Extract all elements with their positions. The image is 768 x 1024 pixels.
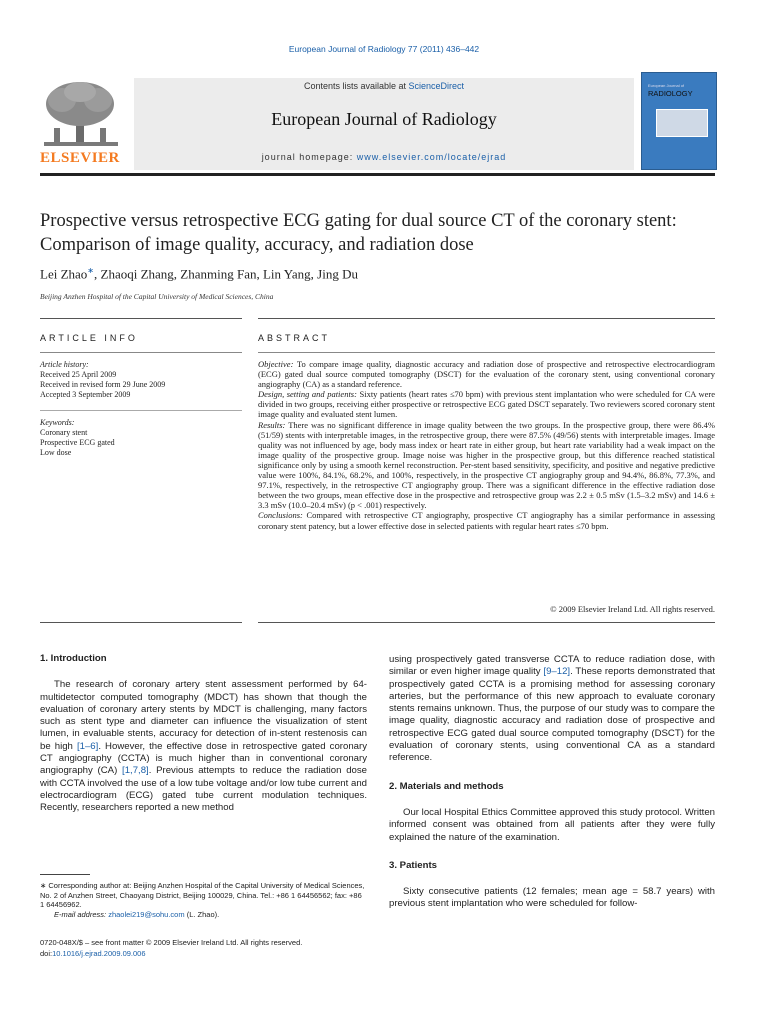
- methods-heading: 2. Materials and methods: [389, 780, 504, 792]
- keywords: [40, 418, 115, 458]
- results-label: Results:: [258, 419, 286, 430]
- keywords-label: Keywords:: [40, 418, 75, 427]
- keyword: Coronary stent: [40, 428, 88, 437]
- patients-paragraph: Sixty consecutive patients (12 females; mean age = 58.7 years) with previous stent implantation who were scheduled for follow-: [389, 886, 715, 910]
- intro-text: . These reports demonstrated that prospectively gated CCTA is a promising method for assessing coronary arteries, but the performance of this new approach to evaluate coronary stents remains unknown. Thus, the purpose of our study was to compare the image quality, diagnostic accuracy and radiation dose of prospective and retrospective ECG gated dual source computed tomography (DSCT) for the evaluation of coronary stents, using conventional CA as a standard reference.: [389, 666, 715, 764]
- left-column: [40, 653, 367, 815]
- journal-cover-image: [641, 72, 717, 170]
- introduction-heading: 1. Introduction: [40, 653, 107, 664]
- history-received: Received 25 April 2009: [40, 370, 117, 379]
- keywords-rule: [40, 410, 242, 411]
- journal-title: European Journal of Radiology: [271, 109, 497, 129]
- publisher-name: ELSEVIER: [40, 150, 120, 166]
- abstract-bottom-rule: [258, 622, 715, 623]
- results-text: There was no significant difference in image quality between the two groups. In the prospective group, there were 86.4% (51/59) stents with interpretable images, in the retrospective group, there were 87.5% (49/56) stents with interpretable images. Image quality was not influenced by age, body mass index or heart rate in either group, but heart rate variability had a weak impact on the image quality of the prospective group. Image noise was higher in the prospective group, but this difference reached statistical significance only by using a smooth kernel reconstruction. Per-stent based sensitivity, specificity, and positive and negative predictive value were 100%, 84.1%, 68.2%, and 100%, respectively, in the prospective CT angiography group and 94.4%, 86.8%, 77.3%, and 97.1%, respectively, in the retrospective CT angiography group. There was a significant difference in the effective radiation dose between the two groups, mean effective dose in the prospective and retrospective group was 2.2 ± 0.5 mSv (1.5–3.2 mSv) and 14.6 ± 3.3 mSv (10.0–20.4 mSv) (p < .001) respectively.: [258, 419, 715, 511]
- elsevier-tree-logo: [40, 80, 122, 150]
- journal-citation[interactable]: European Journal of Radiology 77 (2011) 436–442: [288, 44, 480, 54]
- design-text: Sixty patients (heart rates ≤70 bpm) with previous stent implantation who were scheduled for CA were divided in two groups, receiving either prospective or retrospective ECG gated DSCT separately. Two reviewers scored coronary stent image quality and evaluated stent lumen.: [258, 389, 716, 420]
- cover-figure: [656, 109, 708, 137]
- article-title: Prospective versus retrospective ECG gating for dual source CT of the coronary stent: Comparison of image quality, accuracy, and radiation dose: [40, 211, 677, 255]
- abstract-heading: ABSTRACT: [258, 333, 331, 343]
- intro-text: The research of coronary artery stent assessment performed by 64-multidetector computed tomography (MDCT) has shown that though the evaluation of coronary artery stents by MDCT is challenging, many factors such as stent type and diameter can influence the visualization of stent lumen, in evaluable stents, accuracy for detection of in-stent restenosis can be high: [40, 679, 367, 752]
- abstract-rule: [258, 352, 715, 353]
- homepage-prefix: journal homepage:: [261, 152, 357, 162]
- homepage-link[interactable]: www.elsevier.com/locate/ejrad: [356, 152, 507, 162]
- ref-link[interactable]: [1–6]: [76, 740, 99, 752]
- abstract-text: [258, 359, 715, 531]
- ref-link[interactable]: [9–12]: [543, 666, 571, 678]
- footnote: [40, 881, 367, 919]
- article-history: [40, 360, 165, 400]
- article-history-label: Article history:: [40, 360, 89, 369]
- article-info-heading: ARTICLE INFO: [40, 333, 138, 343]
- cover-title: RADIOLOGY: [648, 89, 693, 98]
- contents-prefix: Contents lists available at: [303, 81, 409, 91]
- corresponding-author-note: ∗ Corresponding author at: Beijing Anzhen Hospital of the Capital University of Medical Sciences, No. 2 of Anzhen Street, Chaoyang District, Beijing 100029, China. Tel.: +86 1 64456562; fax: +86 1 64456962.: [40, 881, 365, 909]
- conclusions-label: Conclusions:: [258, 510, 303, 521]
- front-matter-line: 0720-048X/$ – see front matter © 2009 Elsevier Ireland Ltd. All rights reserved.: [40, 938, 303, 947]
- design-label: Design, setting and patients:: [258, 389, 357, 400]
- email-label: E-mail address:: [54, 909, 109, 919]
- email-suffix: (L. Zhao).: [184, 909, 220, 919]
- first-author: Lei Zhao: [40, 266, 88, 282]
- sciencedirect-link[interactable]: ScienceDirect: [408, 81, 465, 91]
- front-matter: [40, 937, 302, 959]
- article-info-top-rule: [40, 318, 242, 319]
- introduction-paragraph: [40, 679, 367, 814]
- keyword: Prospective ECG gated: [40, 438, 115, 447]
- affiliation: Beijing Anzhen Hospital of the Capital University of Medical Sciences, China: [40, 292, 274, 301]
- objective-text: To compare image quality, diagnostic accuracy and radiation dose of prospective and retrospective electrocardiogram (ECG) gated dual source computed tomography (DSCT) for the evaluation of the coronary stent, using conventional coronary angiography (CA) as a standard reference.: [258, 359, 715, 390]
- email-link[interactable]: zhaolei219@sohu.com: [108, 909, 185, 919]
- other-authors: , Zhaoqi Zhang, Zhanming Fan, Lin Yang, Jing Du: [94, 266, 358, 282]
- right-column: [389, 654, 715, 911]
- conclusions-text: Compared with retrospective CT angiography, prospective CT angiography has a similar performance in assessing coronary stent patency, but a lower effective dose in selected patients with regular heart rates ≤70 bpm.: [258, 510, 715, 531]
- contents-line: [134, 81, 634, 91]
- doi-link[interactable]: 10.1016/j.ejrad.2009.09.006: [52, 949, 146, 958]
- corresponding-author-mark[interactable]: ∗: [87, 266, 94, 275]
- objective-label: Objective:: [258, 359, 294, 369]
- patients-heading: 3. Patients: [389, 859, 437, 871]
- abstract-top-rule: [258, 318, 715, 319]
- author-list: [40, 266, 358, 282]
- doi-label: doi:: [40, 949, 53, 958]
- footnote-rule: [40, 874, 90, 875]
- ref-link[interactable]: [1,7,8]: [122, 765, 149, 777]
- keyword: Low dose: [40, 448, 72, 457]
- intro-text: using prospectively gated transverse CCTA to reduce radiation dose, with similar or even higher image quality: [389, 654, 715, 678]
- history-accepted: Accepted 3 September 2009: [40, 390, 131, 399]
- cover-small-text: European Journal of: [648, 83, 685, 88]
- header-rule: [40, 173, 715, 176]
- intro-text: . Previous attempts to reduce the radiation dose with CCTA involved the use of a low tube voltage and/or low tube current and electrocardiogram (ECG) gated tube current modulation techniques. Recently, researchers reported a new method: [40, 765, 368, 814]
- methods-paragraph: Our local Hospital Ethics Committee approved this study protocol. Written informed consent was obtained from all patients after they were fully explained the nature of the examination.: [389, 806, 715, 843]
- intro-text: . However, the effective dose in retrospective gated coronary CT angiography (CCTA) is much higher than in conventional coronary angiography (CA): [40, 740, 367, 777]
- introduction-continued: [389, 654, 715, 765]
- copyright: © 2009 Elsevier Ireland Ltd. All rights reserved.: [550, 604, 715, 614]
- article-info-bottom-rule: [40, 622, 242, 623]
- history-revised: Received in revised form 29 June 2009: [40, 380, 166, 389]
- article-info-rule: [40, 352, 242, 353]
- homepage-line: [134, 152, 634, 162]
